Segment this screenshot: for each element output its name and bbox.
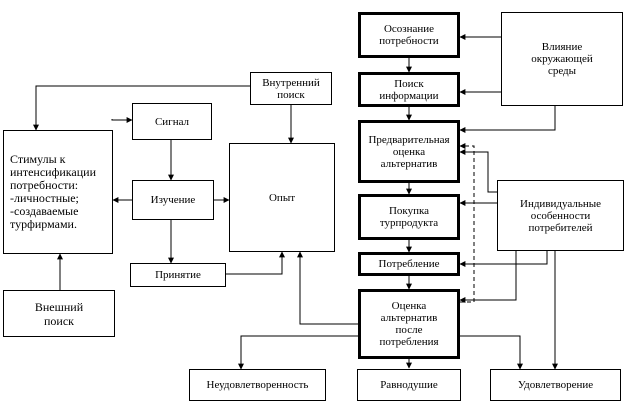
node-indifference: Равнодушие bbox=[357, 369, 461, 401]
arrow-environment-to-prelim bbox=[460, 106, 555, 130]
arrow-posteval-to-dissatisfaction bbox=[241, 336, 358, 369]
arrow-stimuli-to-signal bbox=[112, 119, 132, 120]
node-signal: Сигнал bbox=[132, 103, 212, 140]
arrow-individual-to-posteval bbox=[460, 251, 516, 300]
node-preliminary-evaluation: Предварительная оценка альтернатив bbox=[358, 120, 460, 183]
node-acceptance: Принятие bbox=[130, 263, 226, 287]
node-external-search: Внешний поиск bbox=[3, 290, 115, 337]
node-internal-search: Внутренний поиск bbox=[250, 72, 332, 105]
node-study: Изучение bbox=[132, 180, 214, 220]
node-individual-characteristics: Индивидуальные особенности потребителей bbox=[497, 180, 624, 251]
node-dissatisfaction: Неудовлетворенность bbox=[189, 369, 326, 401]
node-need-awareness: Осознание потребности bbox=[358, 12, 460, 58]
arrow-individual-to-consumption bbox=[460, 251, 547, 264]
node-environment-influence: Влияние окружающей среды bbox=[501, 12, 623, 106]
arrow-individual-to-prelim bbox=[460, 152, 497, 192]
node-information-search: Поиск информации bbox=[358, 72, 460, 107]
node-tour-purchase: Покупка турпродукта bbox=[358, 194, 460, 240]
arrow-posteval-to-experience bbox=[300, 252, 358, 324]
node-consumption: Потребление bbox=[358, 252, 460, 276]
node-post-consumption-evaluation: Оценка альтернатив после потребления bbox=[358, 289, 460, 359]
node-satisfaction: Удовлетворение bbox=[490, 369, 621, 401]
arrow-posteval-to-satisfaction bbox=[460, 336, 520, 369]
node-experience: Опыт bbox=[229, 143, 335, 252]
arrow-acceptance-to-experience bbox=[226, 252, 282, 274]
node-stimuli: Стимулы к интенсификации потребности: -личностные; -создаваемые турфирмами. bbox=[3, 130, 113, 254]
arrow-feedback-dashed bbox=[460, 146, 474, 302]
